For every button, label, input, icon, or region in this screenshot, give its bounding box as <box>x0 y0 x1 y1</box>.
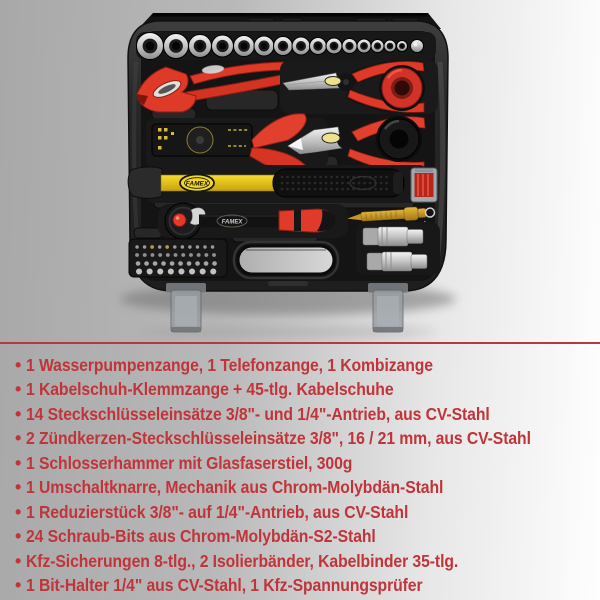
hammer <box>128 165 428 203</box>
feature-item <box>15 451 600 476</box>
feature-item <box>15 427 600 452</box>
bullet-icon: • <box>15 550 22 571</box>
bullet-icon: • <box>15 379 22 400</box>
ratchet <box>158 203 348 239</box>
case-handle-cutout <box>234 242 338 278</box>
feature-item <box>15 500 600 525</box>
famex-logo-combination-pliers <box>322 133 340 143</box>
bullet-icon: • <box>15 575 22 596</box>
bullet-icon: • <box>15 403 22 424</box>
case-latch-right <box>368 283 408 332</box>
feature-text: 14 Steckschlüsseleinsätze 3/8"- und 1/4"-Antrieb, aus CV-Stahl <box>26 403 490 424</box>
bullet-icon: • <box>15 501 22 522</box>
bit-holder-box <box>411 168 437 202</box>
section-divider <box>0 342 600 344</box>
feature-text: 24 Schraub-Bits aus Chrom-Molybdän-S2-Stahl <box>26 526 376 547</box>
feature-item <box>15 378 600 403</box>
feature-list <box>15 353 600 598</box>
feature-text: 1 Umschaltknarre, Mechanik aus Chrom-Molybdän-Stahl <box>26 477 444 498</box>
feature-item <box>15 476 600 501</box>
famex-logo-text: FAMEX <box>221 219 243 226</box>
famex-logo-text: FAMEX <box>185 180 209 188</box>
socket-row <box>136 32 436 60</box>
feature-text: 2 Zündkerzen-Steckschlüsseleinsätze 3/8", 16 / 21 mm, aus CV-Stahl <box>26 428 531 449</box>
feature-item <box>15 574 600 599</box>
insulation-tape-black <box>376 116 422 162</box>
case-bottom-slot <box>268 281 308 286</box>
bit-assortment <box>129 239 227 277</box>
spark-plug-sockets <box>356 222 440 275</box>
feature-item <box>15 549 600 574</box>
famex-logo-telephone-pliers <box>325 77 341 86</box>
ratchet-switch-button <box>173 214 186 227</box>
case-latch-left <box>166 283 206 332</box>
bullet-icon: • <box>15 452 22 473</box>
famex-logo-hammer <box>180 175 214 192</box>
feature-text: 1 Wasserpumpenzange, 1 Telefonzange, 1 Kombizange <box>26 354 433 375</box>
bullet-icon: • <box>15 526 22 547</box>
feature-item <box>15 402 600 427</box>
bullet-icon: • <box>15 354 22 375</box>
socket-adapter <box>411 40 424 53</box>
feature-text: 1 Schlosserhammer mit Glasfaserstiel, 300g <box>26 452 353 473</box>
bullet-icon: • <box>15 477 22 498</box>
feature-item <box>15 353 600 378</box>
feature-item <box>15 525 600 550</box>
feature-text: 1 Bit-Halter 1/4" aus CV-Stahl, 1 Kfz-Spannungsprüfer <box>26 575 423 596</box>
insulation-tape-red <box>379 65 425 111</box>
feature-text: 1 Reduzierstück 3/8"- auf 1/4"-Antrieb, aus CV-Stahl <box>26 501 409 522</box>
feature-text: 1 Kabelschuh-Klemmzange + 45-tlg. Kabelschuhe <box>26 379 394 400</box>
feature-text: Kfz-Sicherungen 8-tlg., 2 Isolierbänder, Kabelbinder 35-tlg. <box>26 550 459 571</box>
bullet-icon: • <box>15 428 22 449</box>
